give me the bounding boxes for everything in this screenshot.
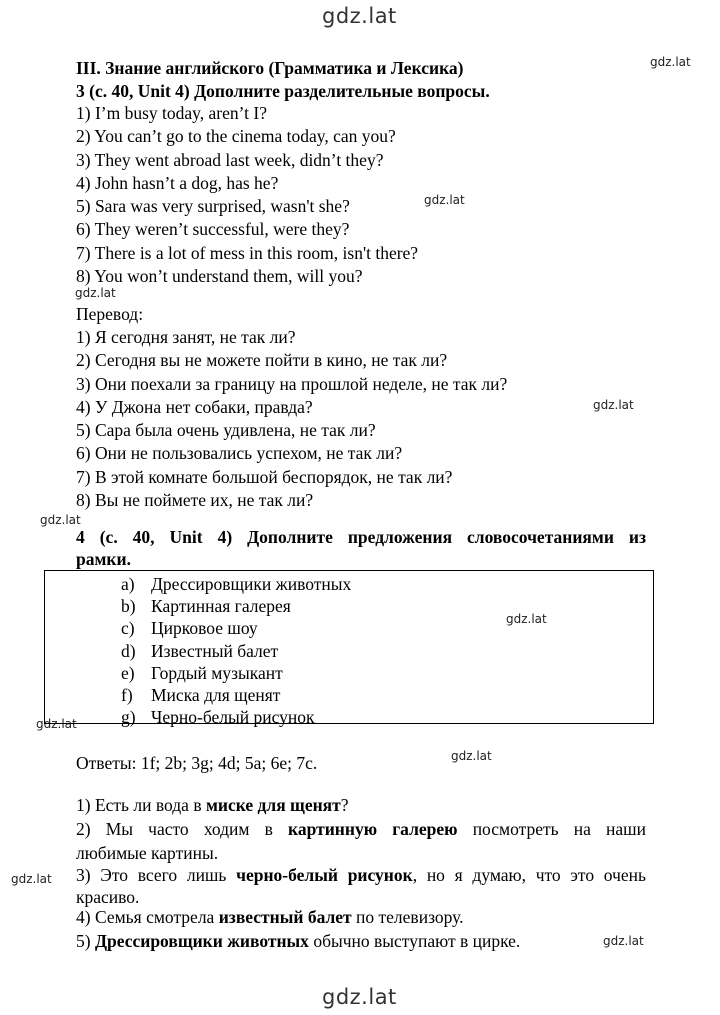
item-text: Картинная галерея [151,596,291,617]
item-letter: b) [121,596,136,617]
list-item: 1) Я сегодня занят, не так ли? [76,327,296,347]
task3-list [76,102,418,288]
watermark: gdz.lat [424,193,465,207]
sentence-4 [76,906,464,928]
sentence-text: 3) Это всего лишь [76,865,237,885]
task4-heading-cont: рамки. [76,549,131,569]
item-text: Миска для щенят [151,685,281,706]
list-item: 1) I’m busy today, aren’t I? [76,103,267,123]
list-item: 7) В этой комнате большой беспорядок, не так ли? [76,466,453,487]
item-text: Дрессировщики животных [151,574,352,594]
item-letter: d) [121,640,136,661]
watermark: gdz.lat [603,934,644,948]
item-letter: a) [121,574,135,594]
list-item: 2) You can’t go to the cinema today, can you? [76,126,396,147]
watermark-bottom: gdz.lat [322,985,397,1009]
translation-label: Перевод: [76,304,144,324]
sentence-text: , но я думаю, что это очень [412,865,646,885]
watermark: gdz.lat [593,398,634,412]
list-item: 3) Они поехали за границу на прошлой неделе, не так ли? [76,373,508,394]
list-item: 6) They weren’t successful, were they? [76,219,350,240]
sentence-text: 2) Мы часто ходим в [76,819,289,839]
sentence-text: 5) [76,931,95,951]
list-item: 4) John hasn’t a dog, has he? [76,172,279,193]
item-text: Черно-белый рисунок [151,707,315,728]
watermark: gdz.lat [75,286,116,300]
sentence-answer: черно-белый рисунок [236,865,413,885]
watermark-top: gdz.lat [322,4,397,28]
item-text: Цирковое шоу [151,618,258,639]
sentence-3 [76,864,646,888]
item-letter: g) [121,707,136,728]
watermark: gdz.lat [451,749,492,763]
sentence-text: посмотреть на наши [457,819,646,839]
item-letter: c) [121,618,135,639]
sentence-text: ? [340,795,349,815]
word-box-item [121,640,351,662]
list-item: 7) There is a lot of mess in this room, isn't there? [76,242,419,263]
list-item: 8) You won’t understand them, will you? [76,266,363,287]
sentence-2-cont: любимые картины. [76,843,219,863]
watermark: gdz.lat [11,872,52,886]
sentence-text: 4) Семья смотрела [76,907,219,927]
word-box-item [121,573,351,595]
sentence-answer: картинную галерею [288,819,458,839]
sentence-answer: миске для щенят [205,795,341,815]
list-item: 3) They went abroad last week, didn’t they? [76,149,384,170]
word-box-list [121,573,351,728]
watermark: gdz.lat [650,55,691,69]
watermark: gdz.lat [506,612,547,626]
list-item: 8) Вы не поймете их, не так ли? [76,490,314,511]
sentence-2 [76,818,646,842]
item-letter: f) [121,685,133,706]
list-item: 6) Они не пользовались успехом, не так ли? [76,443,403,464]
sentence-3-cont: красиво. [76,887,140,907]
watermark: gdz.lat [40,513,81,527]
task3-heading: 3 (с. 40, Unit 4) Дополните разделительные вопросы. [76,81,490,101]
watermark: gdz.lat [36,717,77,731]
word-box-item [121,684,351,706]
sentence-5 [76,930,520,952]
sentence-text: 1) Есть ли вода в [76,795,206,815]
sentence-text: по телевизору. [351,907,464,927]
section-heading: III. Знание английского (Грамматика и Лексика) [76,58,464,78]
word-box-item [121,617,351,639]
list-item: 4) У Джона нет собаки, правда? [76,396,313,417]
task4-heading: 4 (с. 40, Unit 4) Дополните предложения словосочетаниями из [76,527,646,547]
sentence-text: обычно выступают в цирке. [308,931,521,951]
list-item: 5) Сара была очень удивлена, не так ли? [76,420,376,441]
word-box-item [121,706,351,728]
sentence-1 [76,794,349,816]
word-box-item [121,662,351,684]
sentence-answer: известный балет [218,907,352,927]
list-item: 2) Сегодня вы не можете пойти в кино, не так ли? [76,350,448,371]
item-letter: e) [121,662,135,683]
item-text: Известный балет [151,640,279,661]
sentence-answer: Дрессировщики животных [94,931,309,951]
translation-list [76,326,507,512]
word-box-item [121,595,351,617]
item-text: Гордый музыкант [151,662,283,683]
list-item: 5) Sara was very surprised, wasn't she? [76,196,350,217]
answers-text: Ответы: 1f; 2b; 3g; 4d; 5a; 6e; 7c. [76,753,318,773]
